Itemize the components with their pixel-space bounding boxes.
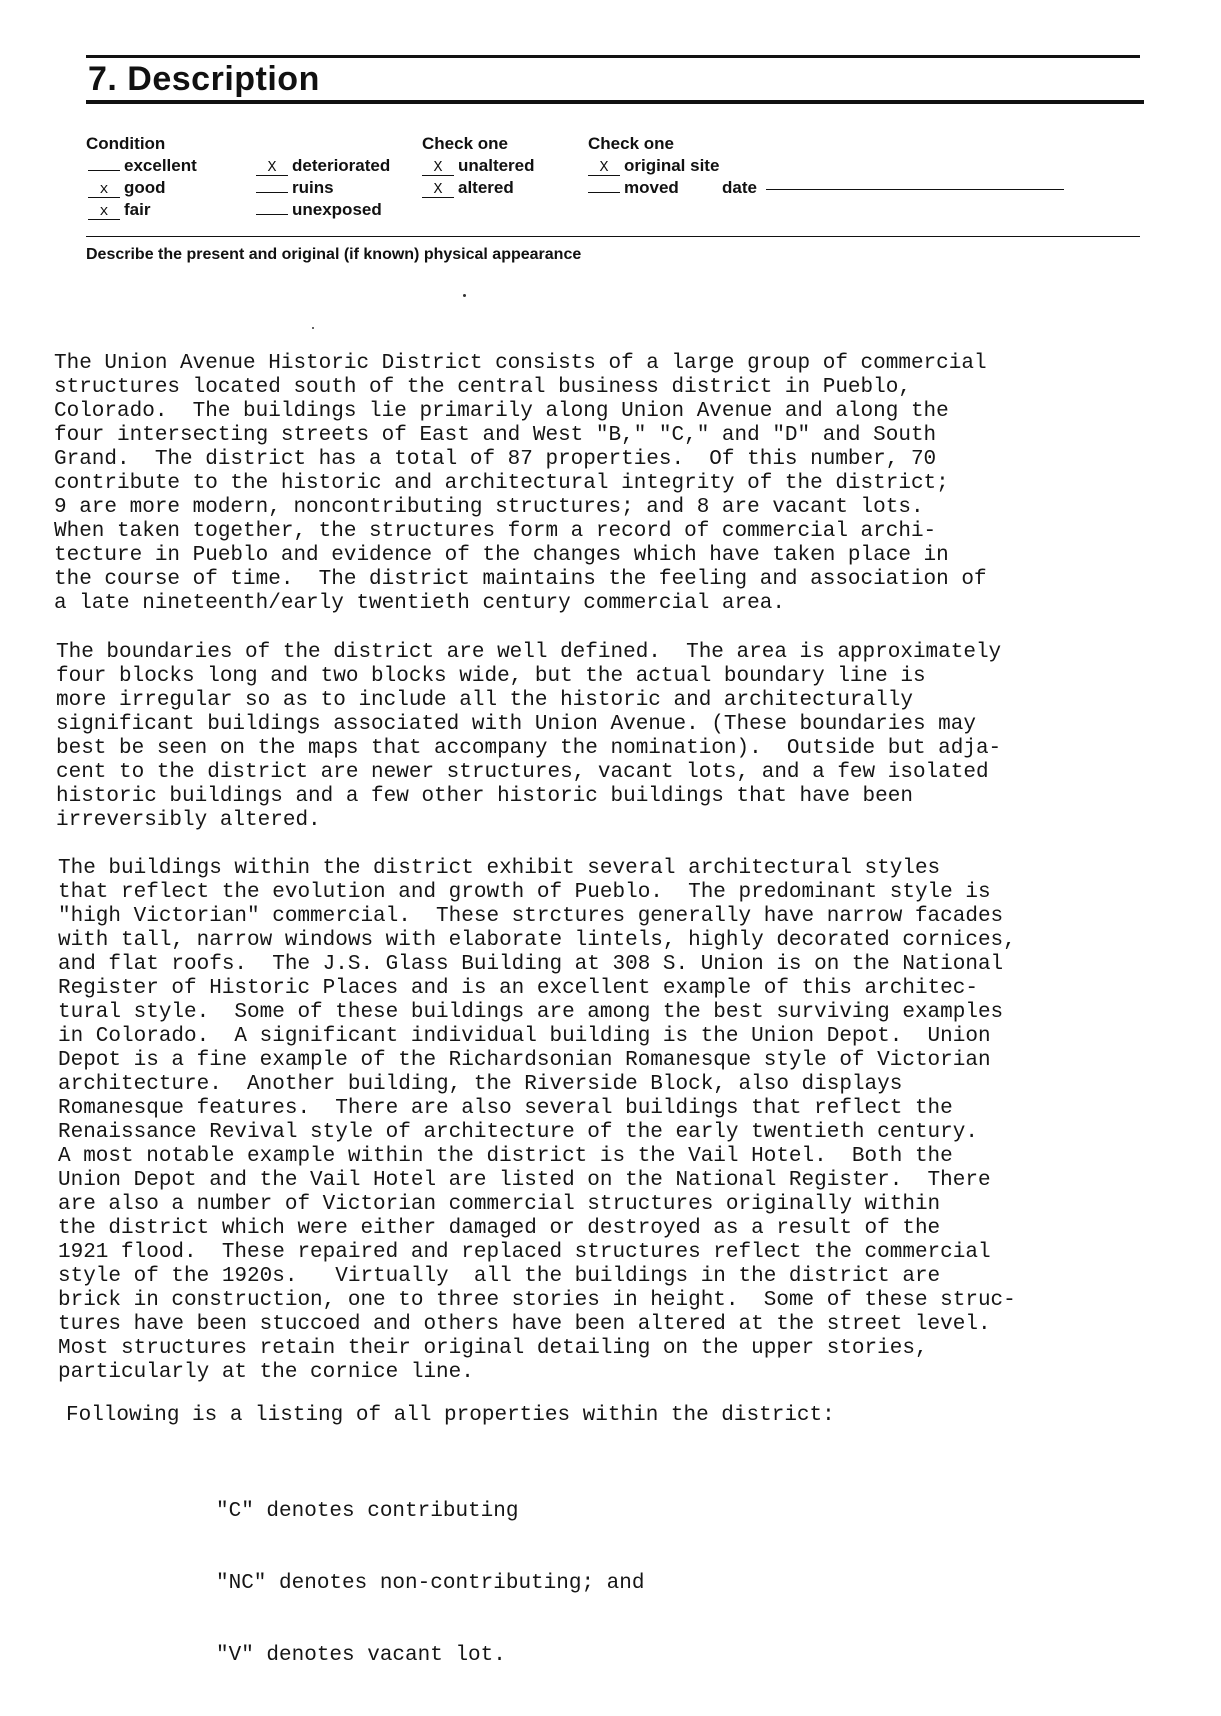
moved-checkbox[interactable] [588,178,620,193]
unaltered-checkbox[interactable]: X [422,161,454,176]
title-rule [86,100,1144,104]
legend-item-vacant: "V" denotes vacant lot. [216,1644,506,1667]
ruins-checkbox[interactable] [256,178,288,193]
altered-label: altered [458,178,514,197]
legend-item-noncontributing: "NC" denotes non-contributing; and [216,1572,645,1595]
integrity-altered [422,178,514,198]
legend-list [216,1452,644,1716]
integrity-unaltered [422,156,535,176]
section-title: 7. Description [88,60,320,98]
paragraph-boundaries: The boundaries of the district are well defined. The area is approximately four blocks long and two blocks wide, but the actual boundary line is more irregular so as to include all the historic and architecturally significant buildings associated with Union Avenue. (These boundaries may best be seen on the maps that accompany the nomination). Outside but adja- cent to the district are newer structures, vacant lots, and a few isolated historic buildings and a few other historic buildings that have been irreversibly altered. [56,641,1002,832]
condition-fair [88,200,150,220]
good-checkbox[interactable]: x [88,183,120,198]
site-original [588,156,719,176]
paragraph-listing-intro: Following is a listing of all properties within the district: [66,1404,835,1427]
fair-label: fair [124,200,151,219]
top-rule [86,55,1140,58]
good-label: good [124,178,166,197]
condition-header: Condition [86,134,166,153]
condition-good [88,178,166,198]
deteriorated-checkbox[interactable]: X [256,161,288,176]
speck-mark [312,327,314,329]
condition-unexposed [256,200,382,220]
excellent-checkbox[interactable] [88,156,120,171]
altered-checkbox[interactable]: X [422,183,454,198]
fair-checkbox[interactable]: x [88,205,120,220]
date-field[interactable] [766,189,1064,190]
excellent-label: excellent [124,156,197,175]
ruins-label: ruins [292,178,334,197]
original-site-checkbox[interactable]: X [588,161,620,176]
legend-item-contributing: "C" denotes contributing [216,1500,519,1523]
condition-excellent [88,156,197,176]
unexposed-label: unexposed [292,200,382,219]
site-header: Check one [588,134,674,153]
unexposed-checkbox[interactable] [256,200,288,215]
speck-mark [463,294,466,297]
condition-ruins [256,178,334,198]
date-label: date [722,178,757,197]
divider-rule [86,236,1140,237]
deteriorated-label: deteriorated [292,156,391,175]
original-site-label: original site [624,156,720,175]
integrity-header: Check one [422,134,508,153]
condition-deteriorated [256,156,390,176]
paragraph-overview: The Union Avenue Historic District consists of a large group of commercial structures located south of the central business district in Pueblo, Colorado. The buildings lie primarily along Union Avenue and along the four intersecting streets of East and West "B," "C," and "D" and South Grand. The district has a total of 87 properties. Of this number, 70 contribute to the historic and architectural integrity of the district; 9 are more modern, noncontributing structures; and 8 are vacant lots. When taken together, the structures form a record of commercial archi- tecture in Pueblo and evidence of the changes which have taken place in the course of time. The district maintains the feeling and association of a late nineteenth/early twentieth century commercial area. [54,352,987,615]
moved-label: moved [624,178,679,197]
site-moved [588,178,679,198]
paragraph-styles: The buildings within the district exhibit several architectural styles that reflect the evolution and growth of Pueblo. The predominant style is "high Victorian" commercial. These strctures generally have narrow facades with tall, narrow windows with elaborate lintels, highly decorated cornices, and flat roofs. The J.S. Glass Building at 308 S. Union is on the National Register of Historic Places and is an excellent example of this architec- tural style. Some of these buildings are among the best surviving examples in Colorado. A significant individual building is the Union Depot. Union Depot is a fine example of the Richardsonian Romanesque style of Victorian architecture. Another building, the Riverside Block, also displays Romanesque features. There are also several buildings that reflect the Renaissance Revival style of architecture of the early twentieth century. A most notable example within the district is the Vail Hotel. Both the Union Depot and the Vail Hotel are listed on the National Register. There are also a number of Victorian commercial structures originally within the district which were either damaged or destroyed as a result of the 1921 flood. These repaired and replaced structures reflect the commercial style of the 1920s. Virtually all the buildings in the district are brick in construction, one to three stories in height. Some of these struc- tures have been stuccoed and others have been altered at the street level. Most structures retain their original detailing on the upper stories, particularly at the cornice line. [58,857,1016,1384]
unaltered-label: unaltered [458,156,535,175]
description-instruction: Describe the present and original (if known) physical appearance [86,246,582,263]
